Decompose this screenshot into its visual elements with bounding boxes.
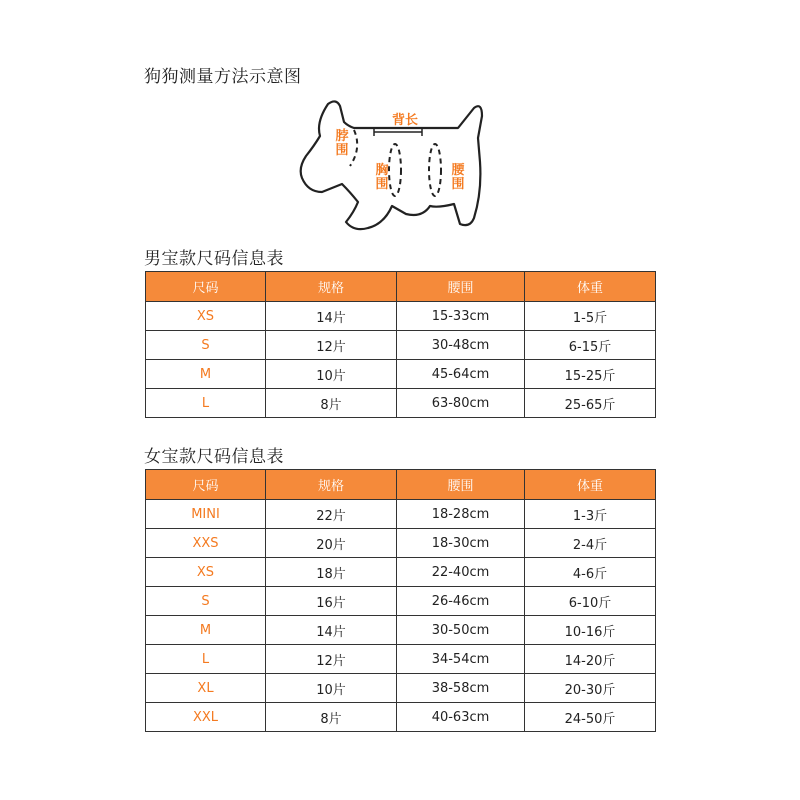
weight-cell: 14-20斤 [525, 645, 656, 674]
spec-cell: 14片 [266, 616, 397, 645]
header-spec: 规格 [266, 470, 397, 500]
weight-cell: 2-4斤 [525, 529, 656, 558]
table-row [146, 331, 656, 360]
table-row [146, 302, 656, 331]
waist-cell: 45-64cm [397, 360, 525, 389]
weight-cell: 25-65斤 [525, 389, 656, 418]
table-row [146, 500, 656, 529]
spec-cell: 10片 [266, 360, 397, 389]
table-row [146, 389, 656, 418]
header-waist: 腰围 [397, 470, 525, 500]
waist-label: 腰围 [451, 163, 465, 192]
spec-cell: 8片 [266, 703, 397, 732]
weight-cell: 10-16斤 [525, 616, 656, 645]
waist-cell: 63-80cm [397, 389, 525, 418]
waist-cell: 26-46cm [397, 587, 525, 616]
weight-cell: 24-50斤 [525, 703, 656, 732]
header-weight: 体重 [525, 272, 656, 302]
size-cell: M [146, 360, 266, 389]
size-cell: XXL [146, 703, 266, 732]
spec-cell: 12片 [266, 331, 397, 360]
waist-cell: 15-33cm [397, 302, 525, 331]
spec-cell: 16片 [266, 587, 397, 616]
waist-cell: 40-63cm [397, 703, 525, 732]
table-header-row [146, 470, 656, 500]
table-row [146, 645, 656, 674]
size-cell: L [146, 645, 266, 674]
weight-cell: 1-5斤 [525, 302, 656, 331]
weight-cell: 1-3斤 [525, 500, 656, 529]
spec-cell: 22片 [266, 500, 397, 529]
weight-cell: 15-25斤 [525, 360, 656, 389]
spec-cell: 14片 [266, 302, 397, 331]
waist-cell: 30-50cm [397, 616, 525, 645]
size-cell: XXS [146, 529, 266, 558]
size-cell: S [146, 331, 266, 360]
spec-cell: 10片 [266, 674, 397, 703]
table-row [146, 360, 656, 389]
waist-cell: 18-28cm [397, 500, 525, 529]
waist-cell: 34-54cm [397, 645, 525, 674]
weight-cell: 6-10斤 [525, 587, 656, 616]
female-table-title: 女宝款尺码信息表 [144, 447, 284, 467]
size-cell: MINI [146, 500, 266, 529]
table-row [146, 703, 656, 732]
male-size-table [145, 271, 656, 418]
weight-cell: 6-15斤 [525, 331, 656, 360]
table-header-row [146, 272, 656, 302]
chest-label: 胸围 [375, 163, 389, 192]
size-cell: M [146, 616, 266, 645]
table-row [146, 674, 656, 703]
size-cell: XS [146, 302, 266, 331]
size-cell: S [146, 587, 266, 616]
header-spec: 规格 [266, 272, 397, 302]
back-length-label: 背长 [392, 113, 419, 128]
spec-cell: 8片 [266, 389, 397, 418]
male-table-title: 男宝款尺码信息表 [144, 249, 284, 269]
spec-cell: 18片 [266, 558, 397, 587]
header-weight: 体重 [525, 470, 656, 500]
header-waist: 腰围 [397, 272, 525, 302]
header-size: 尺码 [146, 470, 266, 500]
weight-cell: 20-30斤 [525, 674, 656, 703]
diagram-title: 狗狗测量方法示意图 [144, 67, 302, 87]
table-row [146, 587, 656, 616]
header-size: 尺码 [146, 272, 266, 302]
weight-cell: 4-6斤 [525, 558, 656, 587]
size-cell: L [146, 389, 266, 418]
size-cell: XS [146, 558, 266, 587]
spec-cell: 20片 [266, 529, 397, 558]
dog-measurement-diagram [288, 92, 498, 236]
size-cell: XL [146, 674, 266, 703]
waist-cell: 30-48cm [397, 331, 525, 360]
female-size-table [145, 469, 656, 732]
waist-cell: 38-58cm [397, 674, 525, 703]
neck-label: 脖围 [335, 129, 349, 158]
table-row [146, 529, 656, 558]
table-row [146, 616, 656, 645]
waist-cell: 18-30cm [397, 529, 525, 558]
spec-cell: 12片 [266, 645, 397, 674]
table-row [146, 558, 656, 587]
waist-cell: 22-40cm [397, 558, 525, 587]
